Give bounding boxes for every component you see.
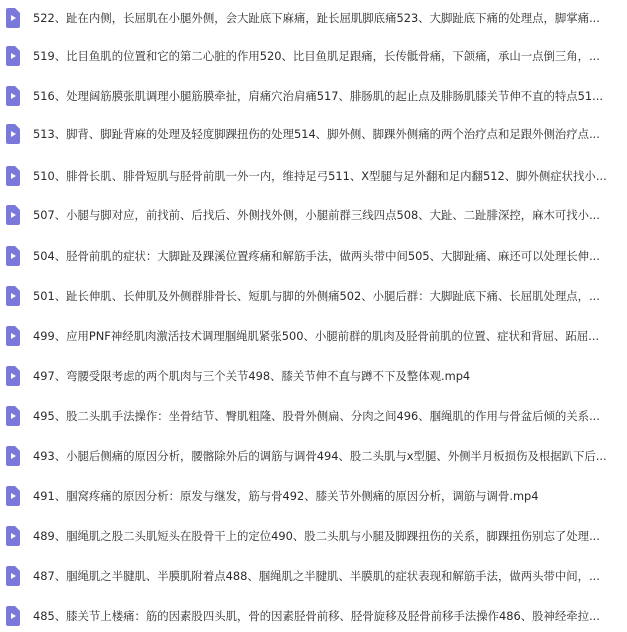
file-name: 487、腘绳肌之半腱肌、半膜肌附着点488、腘绳肌之半腱肌、半膜肌的症状表现和解筋手法，做两头带中间，... bbox=[33, 569, 600, 583]
video-file-icon bbox=[6, 86, 20, 106]
file-name: 513、脚背、脚趾背麻的处理及轻度脚踝扭伤的处理514、脚外侧、脚踝外侧痛的两个治疗点和足跟外侧治疗点... bbox=[33, 127, 600, 141]
file-name: 516、处理阔筋膜张肌调理小腿筋膜牵扯，肩痛穴治肩痛517、腓肠肌的起止点及腓肠肌膝关节伸不直的特点51... bbox=[33, 89, 604, 103]
file-list-item[interactable] bbox=[0, 565, 627, 587]
file-list-item[interactable] bbox=[0, 605, 627, 627]
video-file-icon bbox=[6, 446, 20, 466]
file-list-item[interactable] bbox=[0, 445, 627, 467]
file-list-item[interactable] bbox=[0, 123, 627, 145]
file-list-item[interactable] bbox=[0, 204, 627, 226]
file-list-item[interactable] bbox=[0, 165, 627, 187]
video-file-icon bbox=[6, 406, 20, 426]
file-list-item[interactable] bbox=[0, 45, 627, 67]
file-name: 489、腘绳肌之股二头肌短头在股骨干上的定位490、股二头肌与小腿及脚踝扭伤的关系，脚踝扭伤别忘了处理... bbox=[33, 529, 600, 543]
file-name: 485、膝关节上楼痛：筋的因素股四头肌，骨的因素胫骨前移、胫骨旋移及胫骨前移手法操作486、股神经牵拉... bbox=[33, 609, 600, 623]
file-name: 522、趾在内侧，长屈肌在小腿外侧，会大趾底下麻痛，趾长屈肌脚底痛523、大脚趾底下痛的处理点，脚掌痛... bbox=[33, 11, 600, 25]
video-file-icon bbox=[6, 205, 20, 225]
file-list-item[interactable] bbox=[0, 405, 627, 427]
file-list-item[interactable] bbox=[0, 7, 627, 29]
video-file-icon bbox=[6, 286, 20, 306]
video-file-icon bbox=[6, 566, 20, 586]
file-name: 497、弯腰受限考虑的两个肌肉与三个关节498、膝关节伸不直与蹲不下及整体观.mp4 bbox=[33, 369, 471, 383]
video-file-icon bbox=[6, 526, 20, 546]
file-list-item[interactable] bbox=[0, 485, 627, 507]
file-list-item[interactable] bbox=[0, 245, 627, 267]
file-name: 493、小腿后侧痛的原因分析，腰髂除外后的调筋与调骨494、股二头肌与x型腿、外侧半月板损伤及根据趴下后... bbox=[33, 449, 607, 463]
video-file-icon bbox=[6, 486, 20, 506]
file-name: 501、趾长伸肌、长伸肌及外侧群腓骨长、短肌与脚的外侧痛502、小腿后群：大脚趾底下痛、长屈肌处理点，... bbox=[33, 289, 600, 303]
video-file-icon bbox=[6, 606, 20, 626]
file-name: 519、比目鱼肌的位置和它的第二心脏的作用520、比目鱼肌足跟痛，长传骶骨痛，下颌痛，承山一点倒三角，... bbox=[33, 49, 600, 63]
file-name: 507、小腿与脚对应，前找前、后找后、外侧找外侧，小腿前群三线四点508、大趾、二趾腓深控，麻木可找小... bbox=[33, 208, 600, 222]
video-file-icon bbox=[6, 326, 20, 346]
video-file-icon bbox=[6, 8, 20, 28]
file-list-item[interactable] bbox=[0, 85, 627, 107]
file-name: 495、股二头肌手法操作：坐骨结节、臀肌粗隆、股骨外侧扁、分肉之间496、腘绳肌的作用与骨盆后倾的关系... bbox=[33, 409, 600, 423]
video-file-icon bbox=[6, 124, 20, 144]
file-list-item[interactable] bbox=[0, 325, 627, 347]
file-name: 499、应用PNF神经肌肉激活技术调理腘绳肌紧张500、小腿前群的肌肉及胫骨前肌的位置、症状和背屈、跖屈... bbox=[33, 329, 600, 343]
video-file-icon bbox=[6, 366, 20, 386]
file-list-item[interactable] bbox=[0, 365, 627, 387]
video-file-icon bbox=[6, 166, 20, 186]
video-file-icon bbox=[6, 46, 20, 66]
file-name: 504、胫骨前肌的症状：大脚趾及踝溪位置疼痛和解筋手法，做两头带中间505、大脚趾痛、麻还可以处理长伸... bbox=[33, 249, 600, 263]
file-list-item[interactable] bbox=[0, 525, 627, 547]
video-file-icon bbox=[6, 246, 20, 266]
file-list-item[interactable] bbox=[0, 285, 627, 307]
file-name: 510、腓骨长肌、腓骨短肌与胫骨前肌一外一内，维持足弓511、X型腿与足外翻和足内翻512、脚外侧症状找小... bbox=[33, 169, 607, 183]
file-name: 491、腘窝疼痛的原因分析：原发与继发，筋与骨492、膝关节外侧痛的原因分析，调筋与调骨.mp4 bbox=[33, 489, 539, 503]
